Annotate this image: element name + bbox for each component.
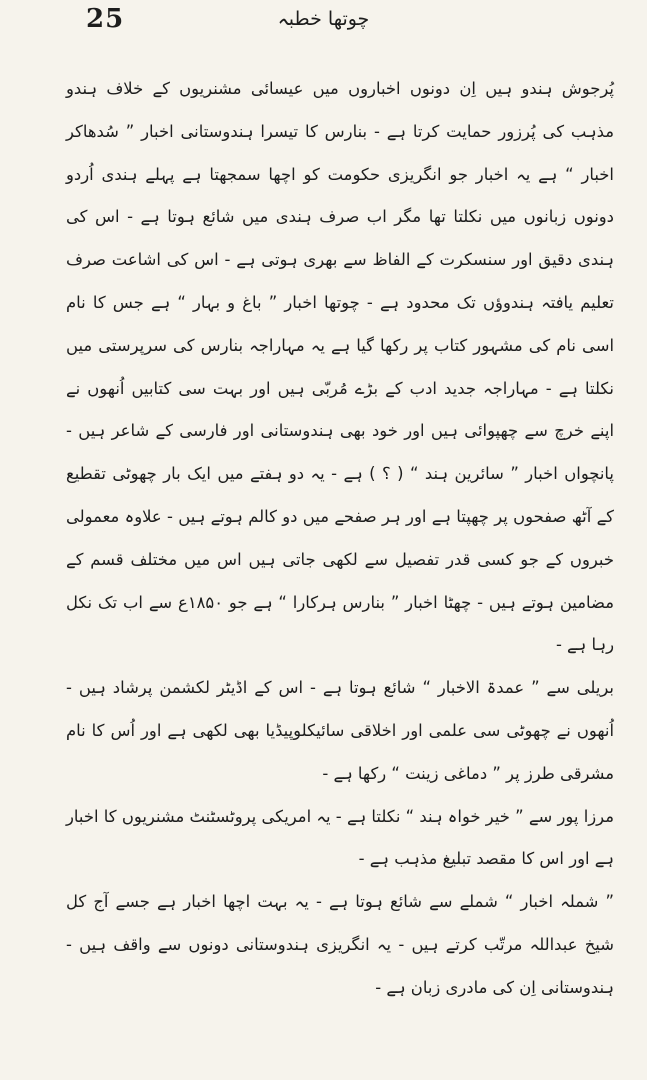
paragraph-4: ” شملہ اخبار “ شملے سے شائع ہوتا ہے - یہ بہت اچھا اخبار ہے جسے آج کل شیخ عبداللہ مرتّب کرتے ہیں - یہ انگریزی ہندوستانی دونوں سے واقف ہیں - ہندوستانی اِن کی مادری زبان ہے -: [66, 892, 614, 997]
page-body: [66, 68, 614, 1010]
page-number: 25: [86, 4, 125, 34]
paragraph-1: پُرجوش ہندو ہیں اِن دونوں اخباروں میں عیسائی مشنریوں کے خلاف ہندو مذہب کی پُرزور حمایت کرتا ہے - بنارس کا تیسرا ہندوستانی اخبار ” سُدھاکر اخبار “ ہے یہ اخبار جو انگریزی حکومت کو اچھا سمجھتا ہے پہلے ہندی اُردو دونوں زبانوں میں نکلتا تھا مگر اب صرف ہندی میں شائع ہوتا ہے - اس کی ہندی دقیق اور سنسکرت کے الفاظ سے بھری ہوتی ہے - اس کی اشاعت صرف تعلیم یافتہ ہندوؤں تک محدود ہے - چوتھا اخبار ” باغ و بہار “ ہے جس کا نام اسی نام کی مشہور کتاب پر رکھا گیا ہے یہ مہاراجہ بنارس کی سرپرستی میں نکلتا ہے - مہاراجہ جدید ادب کے بڑے مُربّی ہیں اور بہت سی کتابیں اُنھوں نے اپنے خرچ سے چھپوائی ہیں اور خود بھی ہندوستانی اور فارسی کے شاعر ہیں - پانچواں اخبار ” سائرین ہند “ ( ؟ ) ہے - یہ دو ہفتے میں ایک بار چھوٹی تقطیع کے آٹھ صفحوں پر چھپتا ہے اور ہر صفحے میں دو کالم ہوتے ہیں - علاوہ معمولی خبروں کے جو کسی قدر تفصیل سے لکھی جاتی ہیں اس میں مختلف قسم کے مضامین ہوتے ہیں - چھٹا اخبار ” بنارس ہرکارا “ ہے جو ۱۸۵۰ع سے اب تک نکل رہا ہے -: [66, 79, 615, 655]
paragraph-2: بریلی سے ” عمدۃ الاخبار “ شائع ہوتا ہے - اس کے اڈیٹر لکشمن پرشاد ہیں - اُنھوں نے چھوٹی سی علمی اور اخلاقی سائیکلوپیڈیا بھی لکھی ہے اور اُس کا نام مشرقی طرز پر ” دماغی زینت “ رکھا ہے -: [66, 678, 614, 783]
paragraph-3: مرزا پور سے ” خیر خواہ ہند “ نکلتا ہے - یہ امریکی پروٹسٹنٹ مشنریوں کا اخبار ہے اور اس کا مقصد تبلیغ مذہب ہے -: [66, 806, 614, 869]
running-title: چوتھا خطبہ: [277, 8, 370, 30]
